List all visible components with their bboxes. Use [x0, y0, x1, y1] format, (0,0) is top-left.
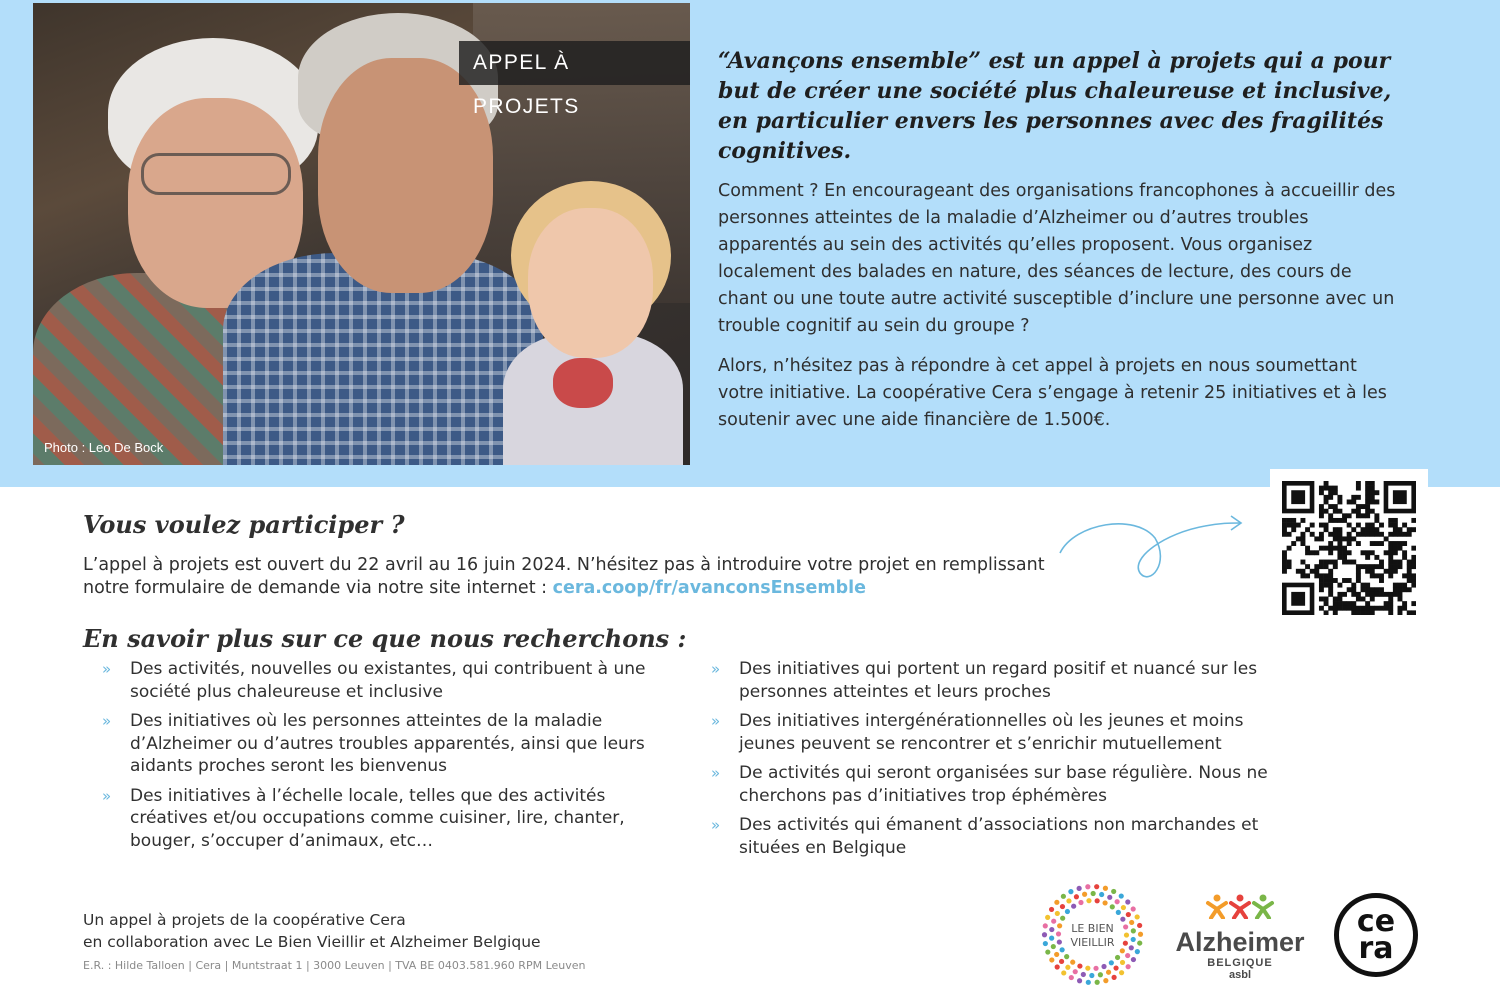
curved-arrow-icon	[1055, 508, 1250, 588]
list-item	[102, 710, 662, 778]
bullet-icon: »	[711, 764, 721, 782]
qr-code-icon[interactable]	[1282, 481, 1416, 615]
intro-lead-rest: est un appel à projets qui a pour but de créer une société plus chaleureuse et inclusive, en particulier envers les personnes avec des fragilités cognitives.	[718, 48, 1392, 164]
list-item	[102, 785, 662, 853]
intro-paragraph-1: Comment ? En encourageant des organisations francophones à accueillir des personnes atteintes de la maladie d’Alzheimer ou d’autres troubles apparentés au sein des activités qu’elles proposent. Vous organisez localement des balades en nature, des séances de lecture, des cours de chant ou une toute autre activité susceptible d’inclure une personne avec un trouble cognitif au sein du groupe ?	[718, 181, 1396, 336]
search-list-left	[102, 658, 662, 859]
logo-bv-line-1: LE BIEN	[1071, 922, 1114, 935]
footer	[83, 909, 586, 972]
photo-credit: Photo : Leo De Bock	[44, 440, 164, 455]
bullet-icon: »	[102, 786, 112, 805]
bullet-icon: »	[102, 660, 112, 678]
hero-photo	[33, 3, 690, 465]
participate-body: L’appel à projets est ouvert du 22 avril au 16 juin 2024. N’hésitez pas à introduire votre projet en remplissant notre formulaire de demande via notre site internet :	[83, 555, 1045, 598]
photo-toy	[553, 358, 613, 408]
participate-link[interactable]: cera.coop/fr/avanconsEnsemble	[552, 578, 866, 598]
list-item	[102, 658, 662, 703]
footer-line-1: Un appel à projets de la coopérative Cera	[83, 911, 406, 929]
bullet-icon: »	[711, 712, 721, 730]
list-item-text: Des initiatives intergénérationnelles où les jeunes et moins jeunes peuvent se rencontrer et s’enrichir mutuellement	[739, 711, 1244, 754]
bullet-icon: »	[711, 816, 721, 834]
intro-lead-quote: “Avançons ensemble”	[718, 48, 981, 74]
logo-bv-line-2: VIEILLIR	[1070, 936, 1115, 949]
cera-logo-line-2: ra	[1358, 931, 1394, 966]
participate-heading: Vous voulez participer ?	[83, 510, 405, 539]
list-item	[711, 762, 1291, 807]
alzheimer-wordmark: Alzheimer	[1175, 927, 1305, 957]
list-item-text: Des initiatives à l’échelle locale, telles que des activités créatives et/ou occupations comme cuisiner, lire, chanter, bouger, s’occuper d’animaux, etc…	[130, 785, 625, 851]
intro-paragraph-2: Alors, n’hésitez pas à répondre à cet appel à projets en nous soumettant votre initiative. La coopérative Cera s’engage à retenir 25 initiatives et à les soutenir avec une aide financière de 1.500€.	[718, 356, 1387, 430]
alzheimer-asbl: asbl	[1228, 969, 1251, 981]
list-item-text: Des activités qui émanent d’associations non marchandes et situées en Belgique	[739, 815, 1259, 858]
list-item	[711, 814, 1291, 859]
qr-code-box[interactable]	[1270, 469, 1428, 624]
photo-man-face	[318, 58, 493, 293]
bullet-icon: »	[102, 712, 112, 730]
intro-lead	[718, 46, 1398, 166]
photo-woman-glasses	[141, 153, 291, 195]
alzheimer-people-icon	[1205, 893, 1275, 919]
footer-legal: E.R. : Hilde Talloen | Cera | Muntstraat 1 | 3000 Leuven | TVA BE 0403.581.960 RPM Leuven	[83, 959, 586, 972]
le-bien-vieillir-logo	[1040, 882, 1145, 987]
photo-girl-face	[528, 208, 653, 358]
participate-text	[83, 554, 1083, 600]
cera-logo-line-1: ce	[1356, 904, 1396, 939]
footer-line-2: en collaboration avec Le Bien Vieillir et Alzheimer Belgique	[83, 933, 541, 951]
list-item-text: Des initiatives qui portent un regard positif et nuancé sur les personnes atteintes et leurs proches	[739, 659, 1258, 702]
intro-section	[718, 46, 1398, 447]
call-for-projects-badge: APPEL À PROJETS	[459, 41, 690, 85]
bullet-icon: »	[711, 660, 721, 678]
list-item	[711, 658, 1291, 703]
participate-section	[83, 510, 1083, 600]
search-heading: En savoir plus sur ce que nous recherchons :	[83, 624, 687, 653]
list-item-text: Des initiatives où les personnes atteintes de la maladie d’Alzheimer ou d’autres troubles apparentés, ainsi que leurs aidants proches seront les bienvenus	[130, 711, 645, 776]
list-item-text: Des activités, nouvelles ou existantes, qui contribuent à une société plus chaleureuse et inclusive	[130, 659, 646, 702]
list-item	[711, 710, 1291, 755]
cera-logo	[1334, 893, 1418, 977]
list-item-text: De activités qui seront organisées sur base régulière. Nous ne cherchons pas d’initiatives trop éphémères	[739, 763, 1268, 806]
alzheimer-subtitle: BELGIQUE	[1207, 957, 1273, 969]
alzheimer-belgique-logo	[1170, 893, 1310, 988]
search-list-right	[711, 658, 1291, 866]
